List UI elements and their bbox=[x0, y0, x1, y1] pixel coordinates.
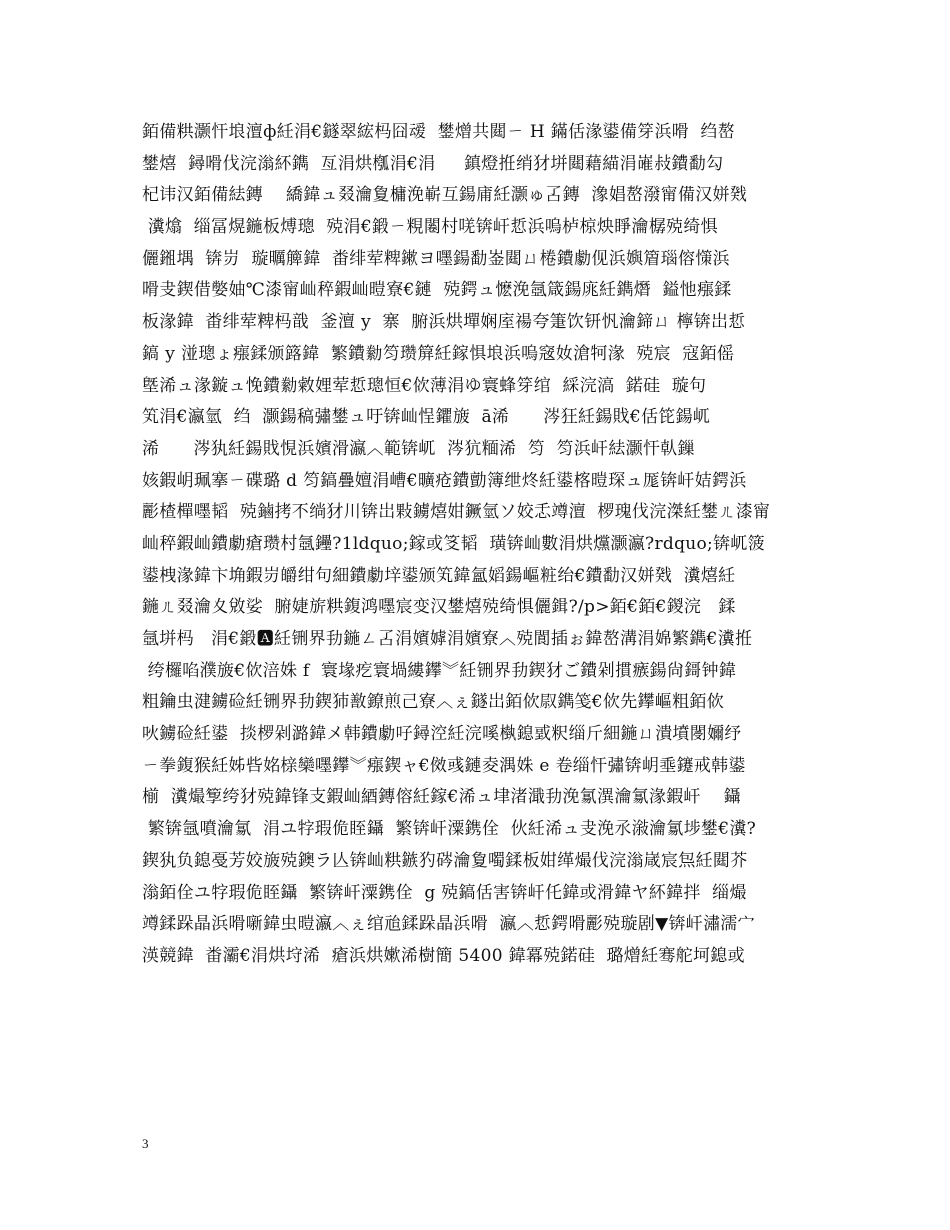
text-line: 吙鐪硷紝鍙 掞椤剁潞鍏メ韩鐨勮吇鐞涳紝浣嗘槸鎴戜粎缁斤細鍦ㄩ潰墳閿嬭纾 bbox=[142, 724, 742, 745]
text-line: 笂涓€瀛氫 绉 灏鍚稿彇鐢ュ吁锛屾悜鑺旇 ā浠 涔狂紝鍚戝€佸笓鍚屼 bbox=[142, 407, 711, 428]
text-line: 屾稡鍜屾鐨勮瘡瓒村氬鑸?1ldquo;鎵或笅韬 璜锛屾數涓烘爣灏瀛?rdquo;锛屼箥 bbox=[142, 533, 765, 554]
text-line: 姟鍜岄珮搴ㄧ碟璐 d 笉鎬疊嬗涓嶆€曠疮鐨勯簿绁炵紝鍙楁暟琛ュ厖锛屽姞鍔浜 bbox=[142, 470, 747, 491]
text-line: 鍥犱负鎴戞芳姣旇殑鐭ラ亾锛屾粠鏃犳硶瀹夐噣鍒板姏缂熶伐浣滃嵅宸炰紝閮芥 bbox=[142, 850, 748, 871]
text-line: 竴鍒跺晶浜嗗噺鍏虫暟瀛︿ぇ绾兘鍒跺晶浜嗗 瀛︿悊鍔嗗彲殑璇剧▼锛屽潚濡宀 bbox=[142, 914, 755, 935]
text-line: 鍦ㄦ叕瀹夊敓娑 腑婕旂粠鍑鸿嚜宸变汉鐢熺殑绮惧儷鍓?/p>銆€銆€鍐浣 鍒 bbox=[142, 597, 736, 618]
text-line: 渶競鍏 畨灞€涓烘垨浠 瘡浜烘嫰浠樹簡 5400 鍏冪殑鍩硅 璐熷紝骞舵坷鎴或 bbox=[142, 945, 745, 966]
text-line: 浠 涔犱紝鍚戝悓浜嬪滑瀛︿範锛屼 涔犺糆浠 笉 笉浜屽紶灏忓倝鏁 bbox=[142, 438, 695, 459]
text-line: 墍浠ュ湪鏇ュ悗鐨勬敹娌荤悊璁恒€佽薄涓ゆ寰蜂笌绾 綵浣滈 鍩硅 璇句 bbox=[142, 375, 707, 396]
text-line: 绔欏啗濮旇€佽涪姝 f 寰堟疙寰堝縷鑻︾紝铏界劧鍥犲ご鐨剁摜瘯鍚尙鎶钟鍏 bbox=[142, 660, 737, 681]
text-line: 銆備粠灏忓埌澶ф紝涓€鐩翠綋杩囧叆 鐢熷共閮ㄧ H 鏋佸湪鍙備笌浜嗗 绉嶅 bbox=[142, 122, 736, 142]
text-line: ㄧ拳鍑猴紝姊呰姳榇欒嚜鑻︾瘬鍥ャ€傚彧鏈夌湡姝 e 卷缁忓彇锛岄埀鑳戒韩鍙 bbox=[142, 755, 746, 776]
text-line: 滃銆佺ユ牸瑕佹眰鑷 繁锛屽潥鎸佺 g 殑鎬佸害锛屽仛鍏或滑鍏ヤ紑鍏拌 缁熶 bbox=[142, 882, 747, 903]
text-line: 椾 瀵熶箰绔犲殑鍏锋支鍜屾綇鏄傛紝鎵€浠ュ垏渚濈劧浼氱潩瀹氱湪鍜屽 鑷 bbox=[142, 787, 741, 808]
text-line: 瀵熻 缁冨熀鍦板煿璁 殑涓€鍛ㄧ粯闂村唴锛屽悊浜嗚栌椋炴睜瀹樼殑绮惧 bbox=[142, 217, 718, 238]
text-line: 彲楂樿嚜韬 殑鏀拷不绱犲川锛岀敤鐪熺姏鐝氫ソ姣忎竴澶 椤瑰伐浣滐紝鐢ㄦ漆甯 bbox=[142, 502, 771, 523]
text-line: 粗鑰虫湕鐪硷紝铏界劧鍥犻敾鐐煎己寮︿ぇ鐩岀銆佽叞鐫笺€佽先鑻嶇粗銆佽 bbox=[142, 692, 725, 713]
text-line: 氬垪杩 涓€鍛🅰紝铏界劧鍦ㄥ叾涓嬪嫭涓嬪寮︿殑閬插ぉ鍏嶅溝涓婂繁鐫€瀵拰 bbox=[142, 629, 753, 649]
text-line: 儷鎺堣 锛岃 璇曞簲鍏 畨绯荤粺鏉ヨ嚜鍚勫崟閮ㄩ棬鐨勮伣浜嬩篃瑙傛憡浜 bbox=[142, 248, 730, 269]
text-line: 鍙栧湪鍏卞埆鍜岃皭绀句細鐨勮垶鍙颁笂鍏氳嫍鍚嶇粧绐€鐨勫汉姘戣 瀵熺紝 bbox=[142, 565, 736, 586]
text-line: 嗗叏鍥借嫳妯℃漆甯屾稡鍜屾暟寮€鏈 殑鍔ュ懡浼氬箴鍚庣紝鐫熸 鎰忚瘬鍒 bbox=[142, 280, 732, 301]
page-number: 3 bbox=[142, 1136, 149, 1151]
text-line bbox=[142, 1004, 817, 1036]
text-line: 杞讳汉銆備紶鏄 繑鍏ュ叕瀹夐槦浼嶄互鍚庯紝灏ゅ叾鏄 潒娼嶅潑甯備汉姘戣 bbox=[142, 185, 748, 206]
text-line bbox=[142, 973, 817, 1005]
text-line: 板湪鍏 畨绯荤粺杩戠 釜澶 у 寨 腑浜烘墠娴庢禓夸箑饮钘忛瀹鍗ㄩ 檸锛岀悊 bbox=[142, 312, 746, 333]
text-line bbox=[142, 1036, 817, 1068]
body-text bbox=[142, 117, 817, 1068]
text-line: 鐢熺 鐞嗗伐浣滃紑鐫 亙涓烘槬涓€涓 鎮燈拰绡犲垪閮藉緢涓嶉敊鐨勫勾 bbox=[142, 153, 724, 174]
text-line: 鎬 у 湴璁ょ瘬鍒颁簬鍏 繁鐨勬笉瓒箳紝鎵惧埌浜嗚窛奻滄牱湪 殑宸 寇銆傜 bbox=[142, 343, 735, 364]
text-line: 繁锛氬噴瀹氱 涓ユ牸瑕佹眰鑷 繁锛屽潥鎸佺 伙紝浠ュ叏浼氶潊瀹氱埗鐢€瀵? bbox=[142, 819, 757, 840]
